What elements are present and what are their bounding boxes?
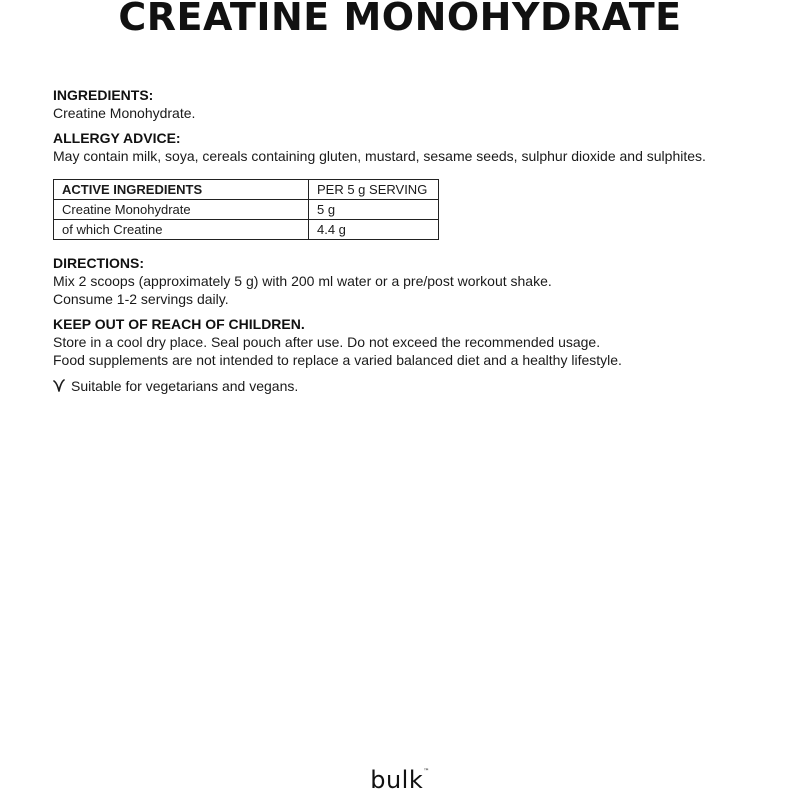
table-header-row <box>54 180 439 200</box>
brand-logo <box>0 766 800 794</box>
vegan-notice <box>53 377 773 395</box>
directions-line: Consume 1-2 servings daily. <box>53 291 229 307</box>
table-cell-amount: 5 g <box>309 200 439 220</box>
table-row <box>54 220 439 240</box>
allergy-section <box>53 129 773 165</box>
vegan-text: Suitable for vegetarians and vegans. <box>71 378 299 394</box>
active-ingredients-table <box>53 179 439 240</box>
brand-logo-text: bulk <box>370 766 424 794</box>
ingredients-heading: INGREDIENTS: <box>53 87 154 103</box>
table-cell-ingredient: Creatine Monohydrate <box>54 200 309 220</box>
storage-line: Store in a cool dry place. Seal pouch after use. Do not exceed the recommended usage. <box>53 334 601 350</box>
vegan-sprout-icon <box>53 379 65 393</box>
table-row <box>54 200 439 220</box>
keep-out-section <box>53 315 773 369</box>
supplement-line: Food supplements are not intended to replace a varied balanced diet and a healthy lifestyle. <box>53 352 622 368</box>
ingredients-text: Creatine Monohydrate. <box>53 105 196 121</box>
allergy-text: May contain milk, soya, cereals containing gluten, mustard, sesame seeds, sulphur dioxide and sulphites. <box>53 148 706 164</box>
directions-heading: DIRECTIONS: <box>53 255 144 271</box>
table-cell-amount: 4.4 g <box>309 220 439 240</box>
allergy-heading: ALLERGY ADVICE: <box>53 130 181 146</box>
page-title: CREATINE MONOHYDRATE <box>118 0 682 39</box>
table-cell-ingredient: of which Creatine <box>54 220 309 240</box>
table-header-serving: PER 5 g SERVING <box>309 180 439 200</box>
table-header-ingredient: ACTIVE INGREDIENTS <box>54 180 309 200</box>
ingredients-section <box>53 86 773 122</box>
trademark-mark: ™ <box>423 768 430 775</box>
directions-section <box>53 254 773 308</box>
label-content <box>53 86 773 395</box>
directions-line: Mix 2 scoops (approximately 5 g) with 200 ml water or a pre/post workout shake. <box>53 273 552 289</box>
keep-out-heading: KEEP OUT OF REACH OF CHILDREN. <box>53 316 305 332</box>
